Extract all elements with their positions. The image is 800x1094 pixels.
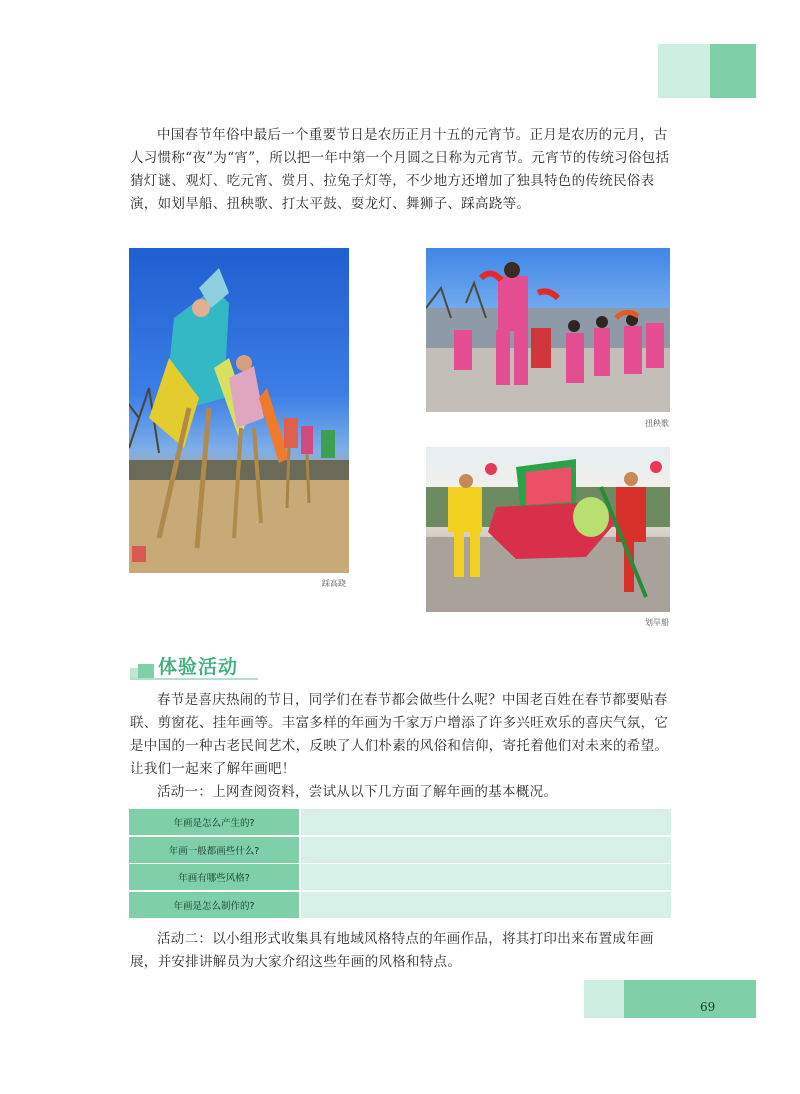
activity-two-paragraph: 活动二：以小组形式收集具有地域风格特点的年画作品，将其打印出来布置成年画展，并安排讲解员为大家介绍这些年画的风格和特点。 <box>130 931 654 970</box>
activity-intro-paragraph: 春节是喜庆热闹的节日，同学们在春节都会做些什么呢？中国老百姓在春节都要贴春联、剪窗花、挂年画等。丰富多样的年画为千家万户增添了许多兴旺欢乐的喜庆气氛，它是中国的一种古老民间艺术，反映了人们朴素的风俗和信仰，寄托着他们对未来的希望。让我们一起来了解年画吧！ <box>130 692 669 777</box>
yangko-dance-photo <box>426 248 670 412</box>
table-row <box>129 864 671 890</box>
stilt-walking-caption: 踩高跷 <box>322 579 346 588</box>
question-table <box>129 809 671 919</box>
question-label: 年画是怎么制作的? <box>129 892 299 918</box>
land-boat-caption: 划旱船 <box>645 618 669 627</box>
page-number: 69 <box>700 1000 716 1014</box>
answer-cell[interactable] <box>301 809 671 835</box>
table-row <box>129 837 671 863</box>
top-corner-tab-dark <box>710 44 756 98</box>
question-label: 年画是怎么产生的? <box>129 809 299 835</box>
activity-one-paragraph: 活动一：上网查阅资料，尝试从以下几方面了解年画的基本概况。 <box>157 784 558 800</box>
top-corner-tab-light <box>658 44 710 98</box>
footer-tab-light <box>584 980 624 1018</box>
question-label: 年画一般都画些什么? <box>129 837 299 863</box>
section-underline <box>130 678 258 680</box>
question-label: 年画有哪些风格? <box>129 864 299 890</box>
section-marker-icon <box>130 664 154 678</box>
footer-tab-dark <box>624 980 756 1018</box>
answer-cell[interactable] <box>301 892 671 918</box>
answer-cell[interactable] <box>301 837 671 863</box>
section-title: 体验活动 <box>158 656 239 678</box>
intro-paragraph: 中国春节年俗中最后一个重要节日是农历正月十五的元宵节。正月是农历的元月，古人习惯称“夜”为“宵”，所以把一年中第一个月圆之日称为元宵节。元宵节的传统习俗包括猜灯谜、观灯、吃元宵、赏月、拉兔子灯等，不少地方还增加了独具特色的传统民俗表演，如划旱船、扭秧歌、打太平鼓、耍龙灯、舞狮子、踩高跷等。 <box>130 127 670 212</box>
land-boat-photo <box>426 447 670 612</box>
answer-cell[interactable] <box>301 864 671 890</box>
yangko-dance-caption: 扭秧歌 <box>645 419 669 428</box>
table-row <box>129 809 671 835</box>
table-row <box>129 892 671 918</box>
stilt-walking-photo <box>129 248 349 573</box>
